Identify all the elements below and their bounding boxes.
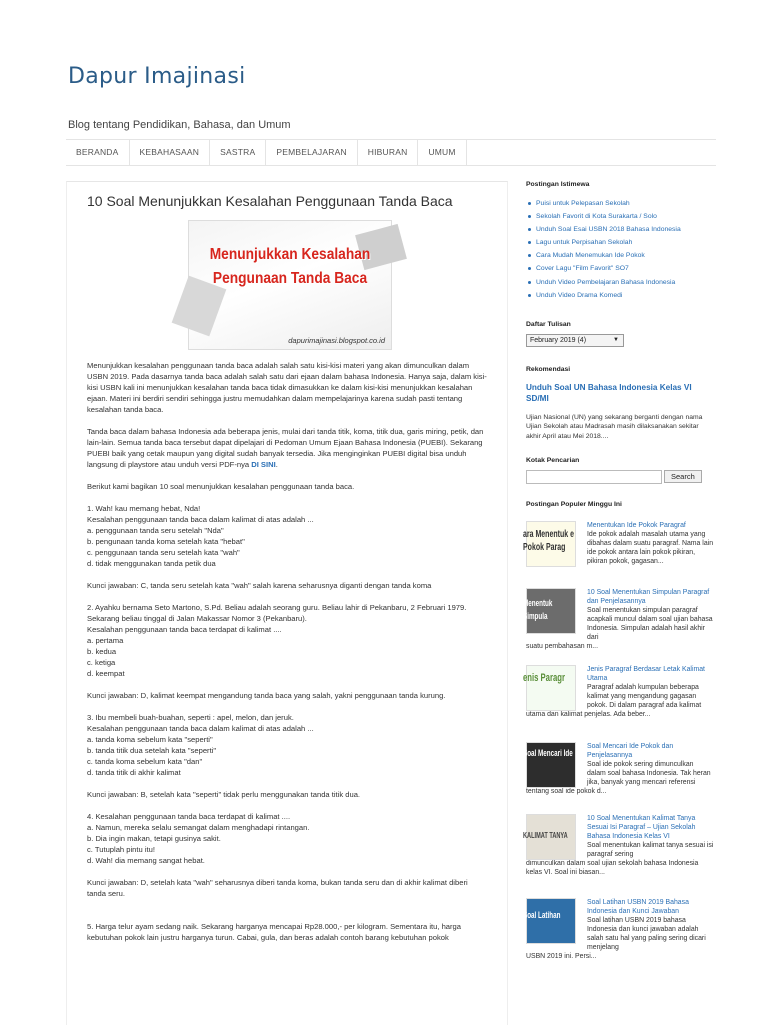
featured-link[interactable]: Unduh Video Pembelajaran Bahasa Indonesia — [526, 276, 714, 289]
sidebar — [523, 181, 714, 970]
nav-item-pembelajaran[interactable]: PEMBELAJARAN — [266, 140, 357, 165]
answer-key-4: Kunci jawaban: D, setelah kata "wah" seharusnya diberi tanda koma, bukan tanda seru dan di akhir kalimat diberi tanda seru. — [87, 878, 468, 898]
featured-link[interactable]: Unduh Video Drama Komedi — [526, 289, 714, 302]
paragraph-text: Tanda baca dalam bahasa Indonesia ada beberapa jenis, mulai dari tanda titik, koma, titik dua, garis miring, petik, dan lain-lain. Semua tanda baca tersebut dapat dipelajari di Pedoman Umum Ejaan Bahasa Indonesia (PUEBI). Sekarang PUEBI baik yang cetak maupun yang digital sudah banyak tersedia. Jika menginginkan PUEBI digital bisa unduh langsung di playstore atau unduh versi PDF-nya — [87, 427, 484, 469]
featured-link[interactable]: Puisi untuk Pelepasan Sekolah — [526, 197, 714, 210]
recommend-widget-title: Rekomendasi — [526, 365, 571, 373]
search-row — [526, 470, 714, 484]
thumbnail-text: Soal Mencari Ide — [523, 747, 573, 758]
question-2: 2. Ayahku bernama Seto Martono, S.Pd. Beliau adalah seorang guru. Beliau lahir di Pekanbaru, 2 Februari 1979. Sekarang beliau tinggal di Jalan Makassar Nomor 3 (Pekanbaru). Kesalahan penggunaan tanda baca terdapat di kalimat .... a. pertama b. kedua c. ketiga d. keempat — [87, 603, 467, 678]
featured-link[interactable]: Cover Lagu "Film Favorit" SO7 — [526, 262, 714, 275]
popular-post-title[interactable]: 10 Soal Menentukan Simpulan Paragraf dan Penjelasannya — [587, 588, 710, 605]
popular-post-thumbnail[interactable] — [523, 521, 576, 567]
popular-post-thumbnail[interactable] — [523, 665, 576, 711]
nav-item-sastra[interactable]: SASTRA — [210, 140, 266, 165]
question-1: 1. Wah! kau memang hebat, Nda! Kesalahan penggunaan tanda baca dalam kalimat di atas adalah ... a. penggunaan tanda seru setelah "Nda" b. pengunaan tanda koma setelah kata "hebat" c. penggunaan tanda seru setelah kata "wah" d. tidak menggunakan tanda petik dua — [87, 504, 314, 568]
paragraph: Berikut kami bagikan 10 soal menunjukkan kesalahan penggunaan tanda baca. — [87, 482, 355, 491]
featured-link[interactable]: Unduh Soal Esai USBN 2018 Bahasa Indonesia — [526, 223, 714, 236]
search-input[interactable] — [526, 470, 662, 484]
question-4: 4. Kesalahan penggunaan tanda baca terdapat di kalimat .... a. Namun, mereka selalu semangat dalam menghadapi rintangan. b. Dia ingin makan, tetapi gusinya sakit. c. Tutuplah pintu itu! d. Wah! dia memang sangat hebat. — [87, 812, 310, 865]
popular-post — [523, 814, 714, 898]
popular-post-title[interactable]: 10 Soal Menentukan Kalimat Tanya Sesuai Isi Paragraf – Ujian Sekolah Bahasa Indonesia Kelas VI — [587, 814, 696, 840]
question-5: 5. Harga telur ayam sedang naik. Sekarang harganya mencapai Rp28.000,- per kilogram. Sementara itu, harga kebutuhan pokok lain justru harganya turun. Cabai, gula, dan beras adalah contoh barang kebutuhan pokok — [87, 922, 461, 942]
nav-bar — [66, 139, 716, 166]
nav-item-hiburan[interactable]: HIBURAN — [358, 140, 419, 165]
answer-key-3: Kunci jawaban: B, setelah kata "seperti" tidak perlu menggunakan tanda titik dua. — [87, 790, 361, 799]
thumbnail-text: KALIMAT TANYA — [523, 830, 568, 840]
popular-post-snippet: Soal menentukan kalimat tanya sesuai isi paragraf sering dimunculkan dalam soal ujian sekolah bahasa Indonesia kelas VI. Soal ini biasan... — [526, 841, 714, 876]
answer-key-2: Kunci jawaban: D, kalimat keempat mengandung tanda baca yang salah, yakni penggunaan tanda kurung. — [87, 691, 446, 700]
post-body — [87, 360, 487, 954]
paragraph-text: . — [275, 460, 278, 469]
popular-post — [523, 588, 714, 665]
search-button[interactable]: Search — [664, 470, 702, 483]
search-widget-title: Kotak Pencarian — [526, 456, 580, 464]
nav-item-kebahasaan[interactable]: KEBAHASAAN — [130, 140, 211, 165]
popular-post-thumbnail[interactable] — [523, 898, 576, 944]
image-title-line2: Pengunaan Tanda Baca — [212, 270, 368, 287]
post-image[interactable] — [188, 220, 392, 350]
download-link[interactable]: DI SINI — [251, 460, 276, 469]
popular-post — [523, 521, 714, 588]
question-3: 3. Ibu membeli buah-buahan, seperti : apel, melon, dan jeruk. Kesalahan penggunaan tanda baca dalam kalimat di atas adalah ... a. tanda koma sebelum kata "seperti" b. tanda titik dua setelah kata "seperti" c. tanda koma sebelum kata "dan" d. tanda titik di akhir kalimat — [87, 713, 314, 777]
blog-title[interactable]: Dapur Imajinasi — [68, 64, 246, 89]
popular-post — [523, 665, 714, 742]
popular-post-snippet: Paragraf adalah kumpulan beberapa kalimat yang mengandung gagasan pokok. Di dalam paragraf ada kalimat utama dan kalimat penjelas. Ada beber... — [526, 683, 702, 718]
popular-post-title[interactable]: Soal Latihan USBN 2019 Bahasa Indonesia dan Kunci Jawaban — [587, 898, 689, 915]
popular-post-thumbnail[interactable] — [523, 588, 576, 634]
nav-item-beranda[interactable]: BERANDA — [66, 140, 130, 165]
thumbnail-text: Menentuk Simpula — [523, 597, 553, 621]
popular-post-title[interactable]: Soal Mencari Ide Pokok dan Penjelasannya — [587, 742, 674, 759]
image-title-line1: Menunjukkan Kesalahan — [209, 246, 371, 263]
archive-select[interactable] — [526, 334, 624, 347]
featured-link[interactable]: Cara Mudah Menemukan Ide Pokok — [526, 249, 714, 262]
popular-post-snippet: Soal ide pokok sering dimunculkan dalam soal bahasa Indonesia. Tak heran jika, banyak yang mencari referensi tentang soal ide pokok d... — [526, 760, 711, 795]
paragraph: Menunjukkan kesalahan penggunaan tanda baca adalah salah satu kisi-kisi materi yang akan dimunculkan dalam USBN 2019. Pada dasarnya tanda baca adalah salah satu dari ejaan dalam bahasa Indonesia. Hanya saja, dalam kisi-kisi USBN kali ini menunjukkan kesalahan tanda baca tidak dimasukkan ke dalam kisi-kisi menunjukkan kesalahan ejaan. Materi ini berdiri sendiri sehingga justru memudahkan dalam mempelajarinya karena sudah pasti tentang kesalahan tanda baca. — [87, 361, 487, 414]
popular-post-thumbnail[interactable] — [523, 742, 576, 788]
featured-list — [526, 197, 714, 302]
popular-post-thumbnail[interactable] — [523, 814, 576, 860]
dropdown-arrow-icon: ▼ — [613, 336, 619, 343]
thumbnail-text: ara Menentuk e Pokok Parag — [523, 528, 574, 553]
featured-link[interactable]: Lagu untuk Perpisahan Sekolah — [526, 236, 714, 249]
popular-post — [523, 742, 714, 814]
post-column — [66, 181, 508, 1025]
recommend-post-snippet: Ujian Nasional (UN) yang sekarang berganti dengan nama Ujian Sekolah atau Madrasah masih dilaksanakan sekitar akhir April atau Mei 2018.... — [526, 413, 703, 440]
archive-widget-title: Daftar Tulisan — [526, 320, 571, 328]
paragraph — [87, 426, 487, 470]
thumbnail-text: Soal Latihan — [523, 909, 561, 920]
archive-select-value: February 2019 (4) — [530, 336, 587, 344]
featured-link[interactable]: Sekolah Favorit di Kota Surakarta / Solo — [526, 210, 714, 223]
answer-key-1: Kunci jawaban: C, tanda seru setelah kata "wah" salah karena seharusnya diganti dengan tanda koma — [87, 581, 432, 590]
post-title: 10 Soal Menunjukkan Kesalahan Penggunaan Tanda Baca — [87, 193, 453, 209]
popular-post — [523, 898, 714, 970]
image-title-text — [203, 243, 377, 291]
image-url-text: dapurimajinasi.blogspot.co.id — [288, 336, 385, 345]
recommend-post-link[interactable]: Unduh Soal UN Bahasa Indonesia Kelas VI SD/MI — [526, 382, 692, 403]
popular-post-title[interactable]: Menentukan Ide Pokok Paragraf — [587, 521, 686, 529]
nav-item-umum[interactable]: UMUM — [418, 140, 466, 165]
popular-post-snippet: Soal menentukan simpulan paragraf acapkali muncul dalam soal ujian bahasa Indonesia. Simpulan adalah hasil akhir dari suatu pembahasan m... — [526, 606, 713, 650]
popular-widget-title: Postingan Populer Minggu Ini — [526, 500, 622, 508]
thumbnail-text: enis Paragr — [523, 671, 565, 684]
featured-widget-title: Postingan Istimewa — [526, 181, 590, 188]
popular-post-snippet: Soal latihan USBN 2019 bahasa Indonesia dan kunci jawaban adalah salah satu hal yang paling sering dicari menjelang USBN 2019 ini. Persi... — [526, 916, 706, 960]
blog-description: Blog tentang Pendidikan, Bahasa, dan Umum — [68, 119, 291, 131]
popular-posts — [523, 521, 714, 970]
popular-post-snippet: Ide pokok adalah masalah utama yang dibahas dalam suatu paragraf. Nama lain ide pokok antara lain pokok pikiran, pikiran pokok, gagasan... — [587, 530, 714, 565]
popular-post-title[interactable]: Jenis Paragraf Berdasar Letak Kalimat Utama — [587, 665, 705, 682]
